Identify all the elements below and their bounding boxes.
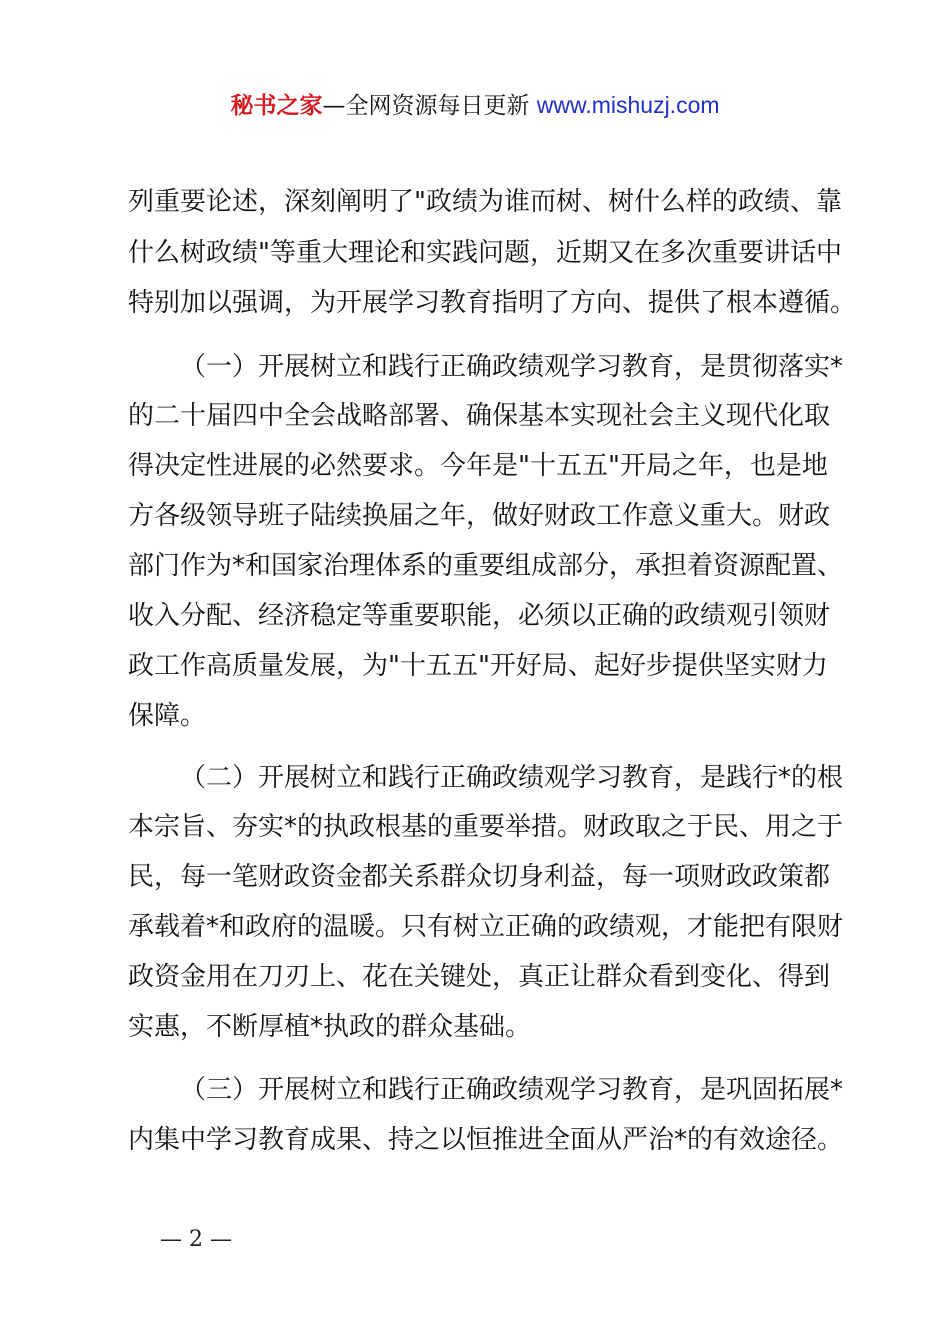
document-header (0, 88, 950, 123)
brand-name: 秘书之家 (230, 93, 323, 119)
text-line: 得决定性进展的必然要求。今年是"十五五"开局之年，也是地 (128, 451, 828, 481)
paragraph-2-first-line: （二）开展树立和践行正确政绩观学习教育，是践行*的根 (180, 763, 844, 793)
website-url: www.mishuzj.com (536, 92, 720, 118)
paragraph-3-first-line: （三）开展树立和践行正确政绩观学习教育，是巩固拓展* (180, 1075, 844, 1105)
text-line: 什么树政绩"等重大理论和实践问题，近期又在多次重要讲话中 (128, 238, 842, 268)
text-line: 实惠，不断厚植*执政的群众基础。 (128, 1012, 532, 1042)
text-line: 民，每一笔财政资金都关系群众切身利益，每一项财政政策都 (128, 862, 831, 892)
text-line: 政资金用在刀刃上、花在关键处，真正让群众看到变化、得到 (128, 962, 831, 992)
text-line: 本宗旨、夯实*的执政根基的重要举措。财政取之于民、用之于 (128, 812, 844, 842)
text-line: 的二十届四中全会战略部署、确保基本实现社会主义现代化取 (128, 401, 831, 431)
text-line: 部门作为*和国家治理体系的重要组成部分，承担着资源配置、 (128, 551, 844, 581)
text-line: 方各级领导班子陆续换届之年，做好财政工作意义重大。财政 (128, 501, 831, 531)
text-line: 承载着*和政府的温暖。只有树立正确的政绩观，才能把有限财 (128, 912, 844, 942)
text-line: 政工作高质量发展，为"十五五"开好局、起好步提供坚实财力 (128, 651, 828, 681)
page-number: — 2 — (160, 1227, 232, 1252)
text-line: 保障。 (128, 701, 207, 731)
text-line: 内集中学习教育成果、持之以恒推进全面从严治*的有效途径。 (128, 1125, 844, 1155)
text-line: 列重要论述，深刻阐明了"政绩为谁而树、树什么样的政绩、靠 (128, 187, 842, 217)
text-line: 收入分配、经济稳定等重要职能，必须以正确的政绩观引领财 (128, 601, 831, 631)
paragraph-1-first-line: （一）开展树立和践行正确政绩观学习教育，是贯彻落实* (180, 352, 844, 382)
header-tagline: —全网资源每日更新 (322, 93, 530, 119)
text-line: 特别加以强调，为开展学习教育指明了方向、提供了根本遵循。 (128, 288, 857, 318)
